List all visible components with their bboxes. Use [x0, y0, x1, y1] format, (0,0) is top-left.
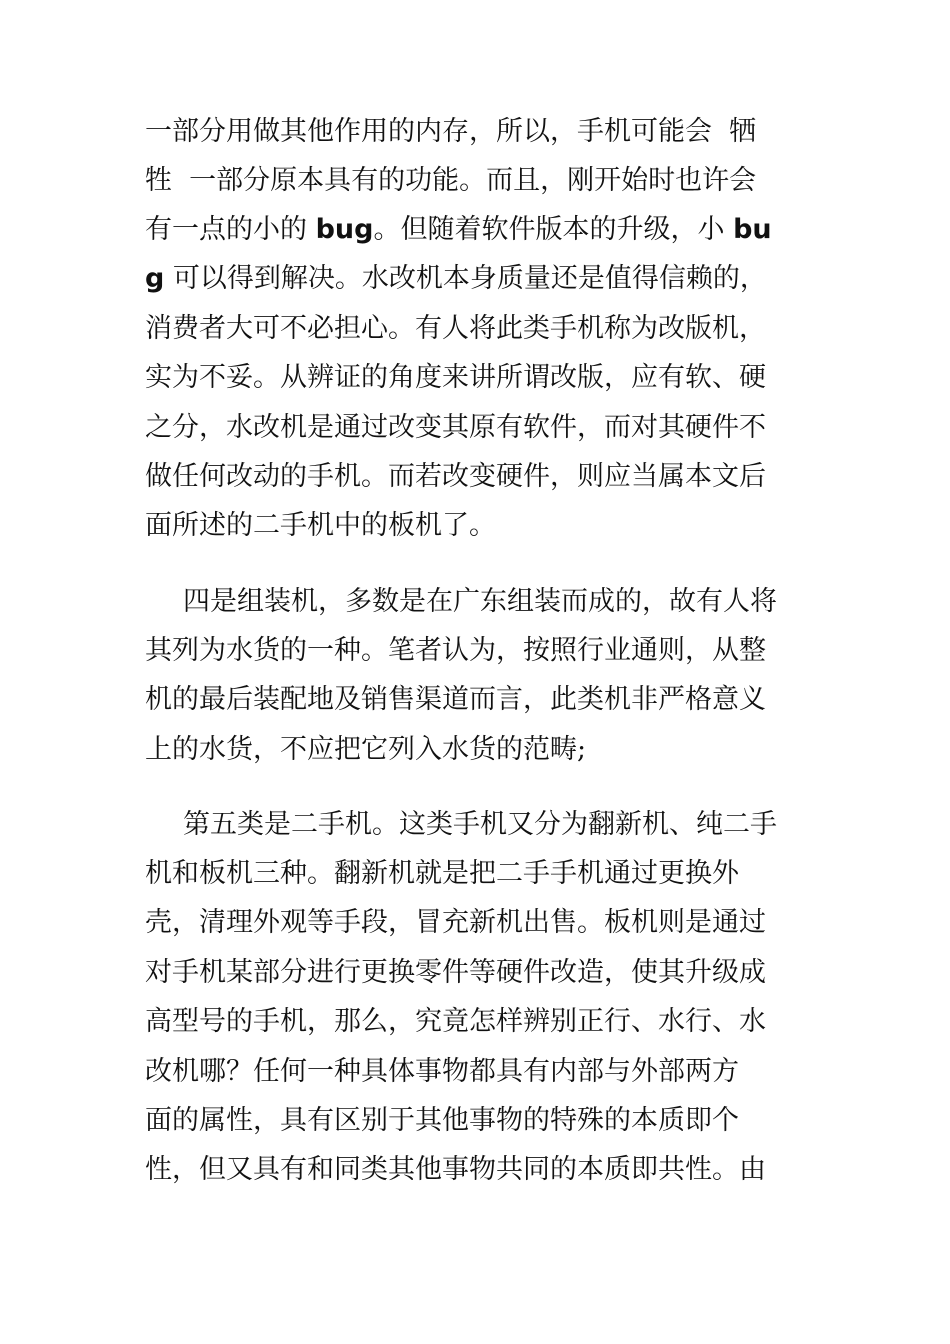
text-run: 四是组装机，多数是在广东组装而成的，故有人将: [183, 586, 777, 617]
text-run: 之分，水改机是通过改变其原有软件，而对其硬件不: [145, 412, 766, 443]
text-line: [145, 114, 815, 150]
text-run-latin: bu: [733, 214, 772, 245]
text-line: [145, 508, 815, 544]
text-run: 面的属性，具有区别于其他事物的特殊的本质即个: [145, 1105, 739, 1136]
text-line: [145, 856, 815, 892]
text-run: 消费者大可不必担心。有人将此类手机称为改版机，: [145, 313, 766, 344]
text-run: 其列为水货的一种。笔者认为，按照行业通则，从整: [145, 635, 766, 666]
text-line: [145, 311, 815, 347]
text-run: 一部分用做其他作用的内存，所以，手机可能会 牺: [145, 116, 757, 147]
text-line: [145, 682, 815, 718]
text-line: [145, 905, 815, 941]
text-line: [145, 1103, 815, 1139]
text-line: [145, 459, 815, 495]
text-run: 有一点的小的: [145, 214, 316, 245]
text-run: 上的水货，不应把它列入水货的范畴;: [145, 734, 587, 765]
text-line: [145, 261, 815, 297]
text-line: [145, 732, 815, 768]
text-line: [145, 633, 815, 669]
text-line: [183, 807, 853, 843]
text-line: [145, 1152, 815, 1188]
text-line: [145, 360, 815, 396]
text-run: 机的最后装配地及销售渠道而言，此类机非严格意义: [145, 684, 766, 715]
text-run: 改机哪？任何一种具体事物都具有内部与外部两方: [145, 1056, 739, 1087]
text-run: 。但随着软件版本的升级，小: [373, 214, 734, 245]
text-run: 第五类是二手机。这类手机又分为翻新机、纯二手: [183, 809, 777, 840]
text-run: 高型号的手机，那么，究竟怎样辨别正行、水行、水: [145, 1006, 766, 1037]
text-run: 做任何改动的手机。而若改变硬件，则应当属本文后: [145, 461, 766, 492]
text-run: 实为不妥。从辨证的角度来讲所谓改版，应有软、硬: [145, 362, 766, 393]
text-run: 性，但又具有和同类其他事物共同的本质即共性。由: [145, 1154, 766, 1185]
text-line: [145, 1004, 815, 1040]
text-line: [145, 212, 815, 248]
text-line: [145, 1054, 815, 1090]
text-line: [145, 163, 815, 199]
text-run: 对手机某部分进行更换零件等硬件改造，使其升级成: [145, 957, 766, 988]
text-run-latin: bug: [315, 214, 374, 245]
text-run: 面所述的二手机中的板机了。: [145, 510, 496, 541]
text-run: 牲 一部分原本具有的功能。而且，刚开始时也许会: [145, 165, 757, 196]
text-line: [145, 955, 815, 991]
text-run: 壳，清理外观等手段，冒充新机出售。板机则是通过: [145, 907, 766, 938]
text-run: 可以得到解决。水改机本身质量还是值得信赖的，: [164, 263, 767, 294]
text-run: 机和板机三种。翻新机就是把二手手机通过更换外: [145, 858, 739, 889]
text-run-latin: g: [145, 263, 165, 294]
text-line: [183, 584, 853, 620]
text-line: [145, 410, 815, 446]
